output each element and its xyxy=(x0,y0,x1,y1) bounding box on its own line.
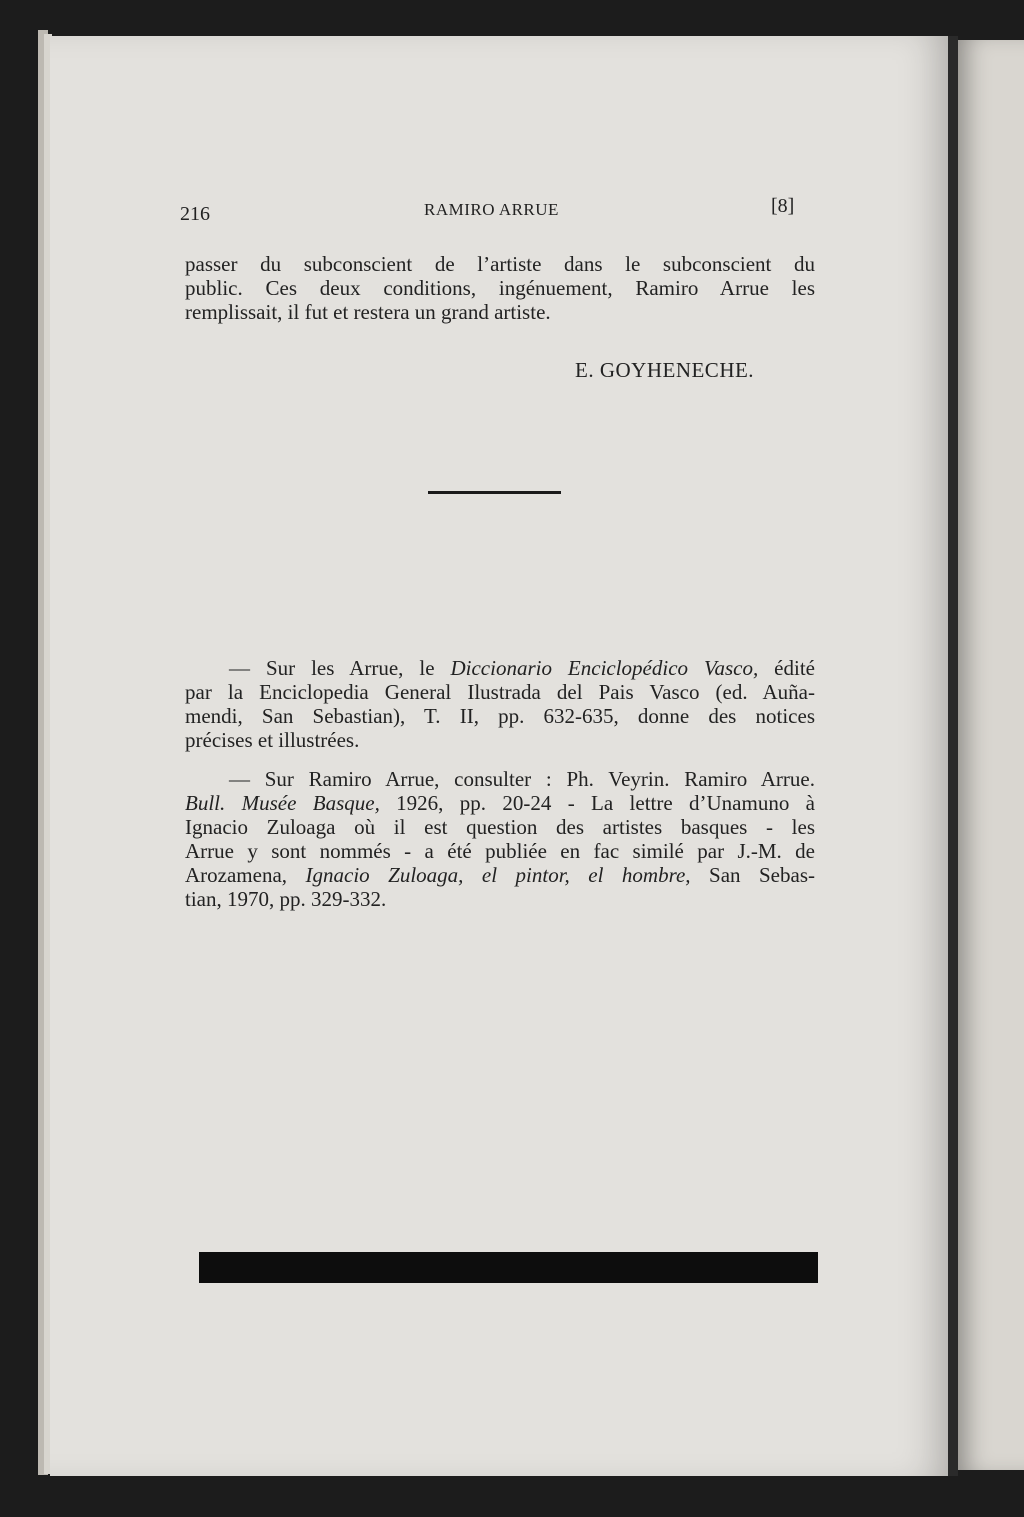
section-marker: [8] xyxy=(771,195,795,217)
text-line xyxy=(185,767,815,791)
closing-black-bar xyxy=(199,1252,818,1283)
note-text: — Sur Ramiro Arrue, consulter : Ph. Veyrin. Ramiro Arrue. xyxy=(229,767,815,791)
note-title: Bull. Musée Basque, xyxy=(185,791,380,815)
section-divider xyxy=(428,491,561,494)
note-text: — Sur les Arrue, le xyxy=(229,656,451,680)
text-line: remplissait, il fut et restera un grand artiste. xyxy=(185,300,551,324)
text-line: précises et illustrées. xyxy=(185,728,360,752)
text-line: Ignacio Zuloaga où il est question des artistes basques - les xyxy=(185,815,815,839)
note-text: 1926, pp. 20-24 - La lettre d’Unamuno à xyxy=(379,791,815,815)
text-line: par la Enciclopedia General Ilustrada del Pais Vasco (ed. Auña- xyxy=(185,680,815,704)
text-line xyxy=(185,656,815,680)
facing-page-edge xyxy=(958,40,1024,1470)
book-gutter xyxy=(948,36,958,1476)
running-title: RAMIRO ARRUE xyxy=(424,200,559,219)
note-2 xyxy=(185,767,815,911)
note-text: San Sebas- xyxy=(690,863,815,887)
note-title: Diccionario Enciclopédico Vasco, xyxy=(450,656,759,680)
text-line xyxy=(185,863,815,887)
note-text: Arozamena, xyxy=(185,863,306,887)
note-1 xyxy=(185,656,815,752)
note-text: édité xyxy=(758,656,815,680)
text-line: passer du subconscient de l’artiste dans le subconscient du xyxy=(185,252,815,276)
page-number: 216 xyxy=(180,203,210,225)
closing-paragraph xyxy=(185,252,815,324)
text-line: tian, 1970, pp. 329-332. xyxy=(185,887,387,911)
note-title: Ignacio Zuloaga, el pintor, el hombre, xyxy=(305,863,691,887)
author-signature: E. GOYHENECHE. xyxy=(575,358,755,382)
text-line: public. Ces deux conditions, ingénuement, Ramiro Arrue les xyxy=(185,276,815,300)
text-line: Arrue y sont nommés - a été publiée en fac similé par J.-M. de xyxy=(185,839,815,863)
text-line: mendi, San Sebastian), T. II, pp. 632-635, donne des notices xyxy=(185,704,815,728)
text-line xyxy=(185,791,815,815)
